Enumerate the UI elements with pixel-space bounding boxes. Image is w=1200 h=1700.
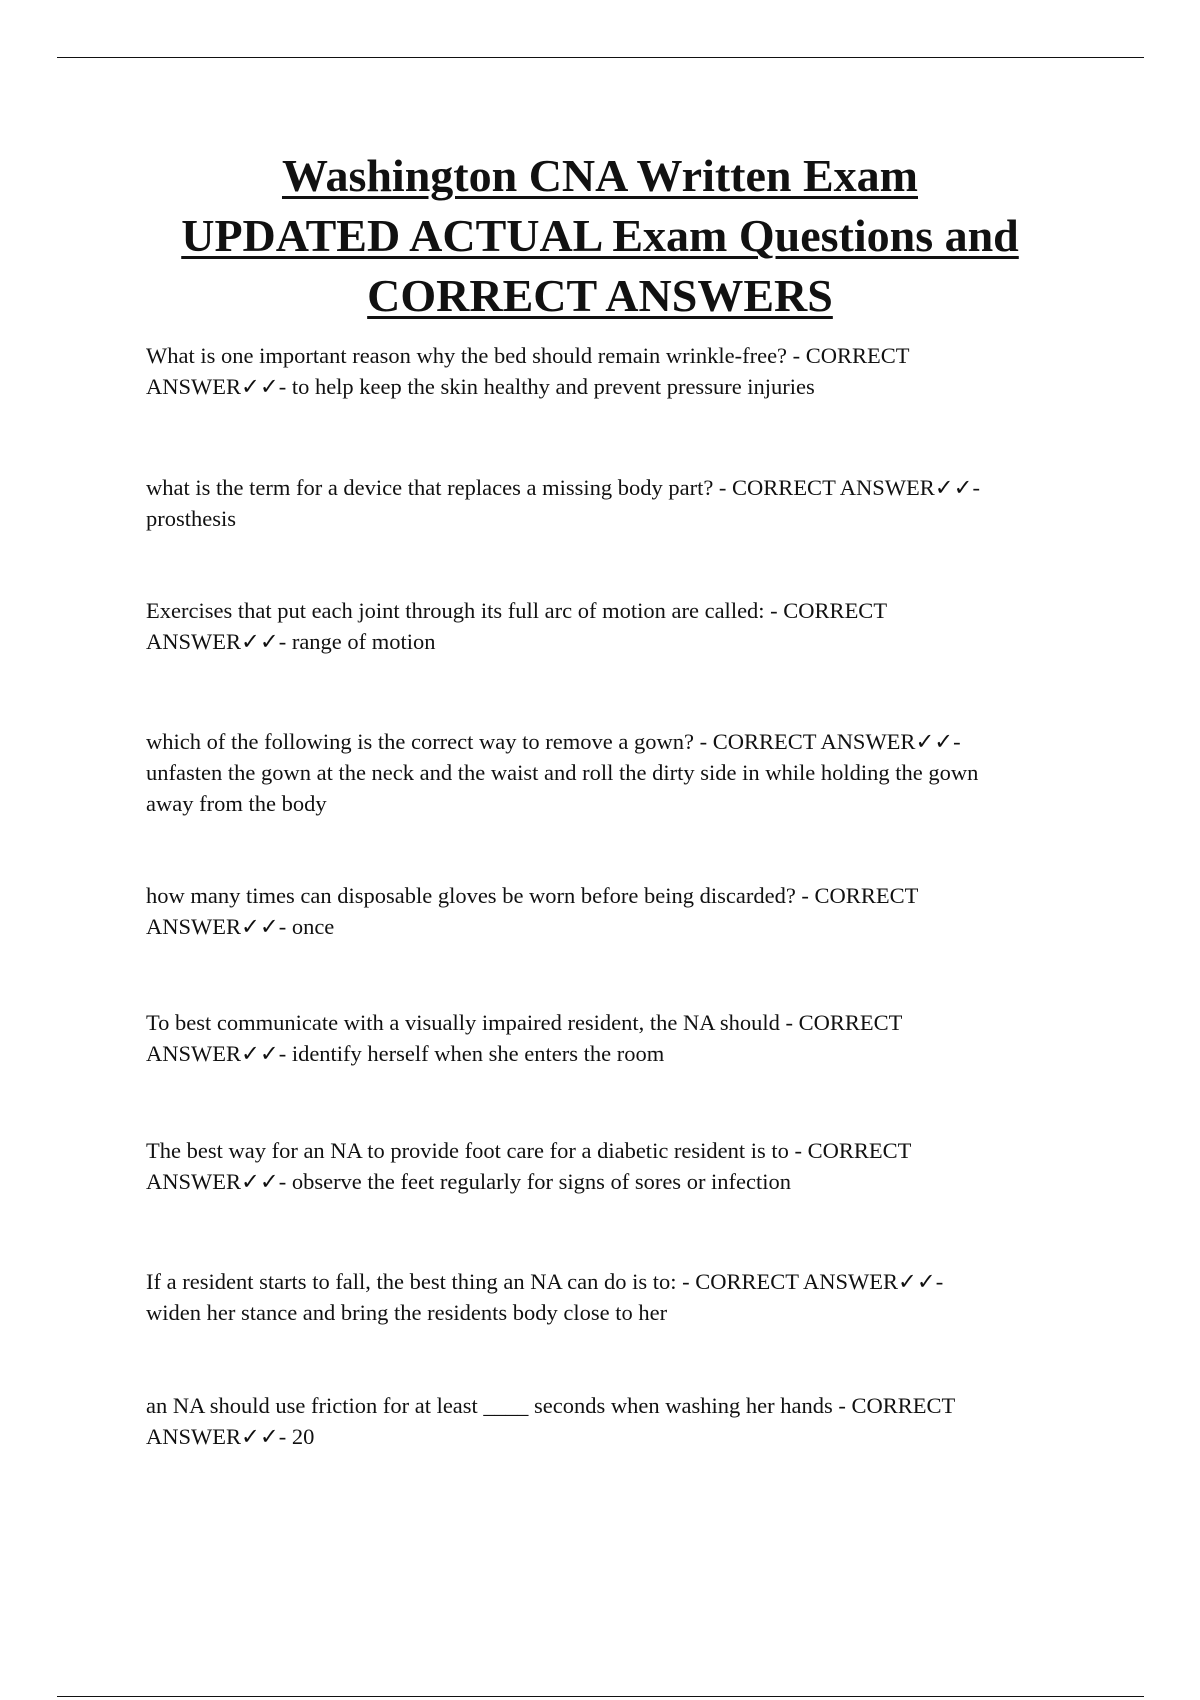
bottom-rule xyxy=(57,1696,1144,1697)
qa-item-4: which of the following is the correct way to remove a gown? - CORRECT ANSWER✓✓- unfasten the gown at the neck and the waist and roll the dirty side in while holding the gown away from the body xyxy=(146,729,979,816)
qa-item-6: To best communicate with a visually impaired resident, the NA should - CORRECT ANSWER✓✓- identify herself when she enters the room xyxy=(146,1010,903,1066)
document-title xyxy=(60,146,1140,326)
title-line-2: UPDATED ACTUAL Exam Questions and xyxy=(181,210,1019,261)
qa-item-8: If a resident starts to fall, the best thing an NA can do is to: - CORRECT ANSWER✓✓- widen her stance and bring the residents body close to her xyxy=(146,1269,944,1325)
qa-item-7: The best way for an NA to provide foot care for a diabetic resident is to - CORRECT ANSWER✓✓- observe the feet regularly for signs of sores or infection xyxy=(146,1138,912,1194)
title-line-3: CORRECT ANSWERS xyxy=(367,270,833,321)
top-rule xyxy=(57,57,1144,58)
title-line-1: Washington CNA Written Exam xyxy=(281,150,918,201)
qa-item-1: What is one important reason why the bed should remain wrinkle-free? - CORRECT ANSWER✓✓- to help keep the skin healthy and prevent pressure injuries xyxy=(146,343,910,399)
qa-item-5: how many times can disposable gloves be worn before being discarded? - CORRECT ANSWER✓✓- once xyxy=(146,883,919,939)
qa-item-2: what is the term for a device that replaces a missing body part? - CORRECT ANSWER✓✓- prosthesis xyxy=(146,475,980,531)
qa-item-9: an NA should use friction for at least ____ seconds when washing her hands - CORRECT ANSWER✓✓- 20 xyxy=(146,1393,956,1449)
qa-item-3: Exercises that put each joint through its full arc of motion are called: - CORRECT ANSWER✓✓- range of motion xyxy=(146,598,888,654)
